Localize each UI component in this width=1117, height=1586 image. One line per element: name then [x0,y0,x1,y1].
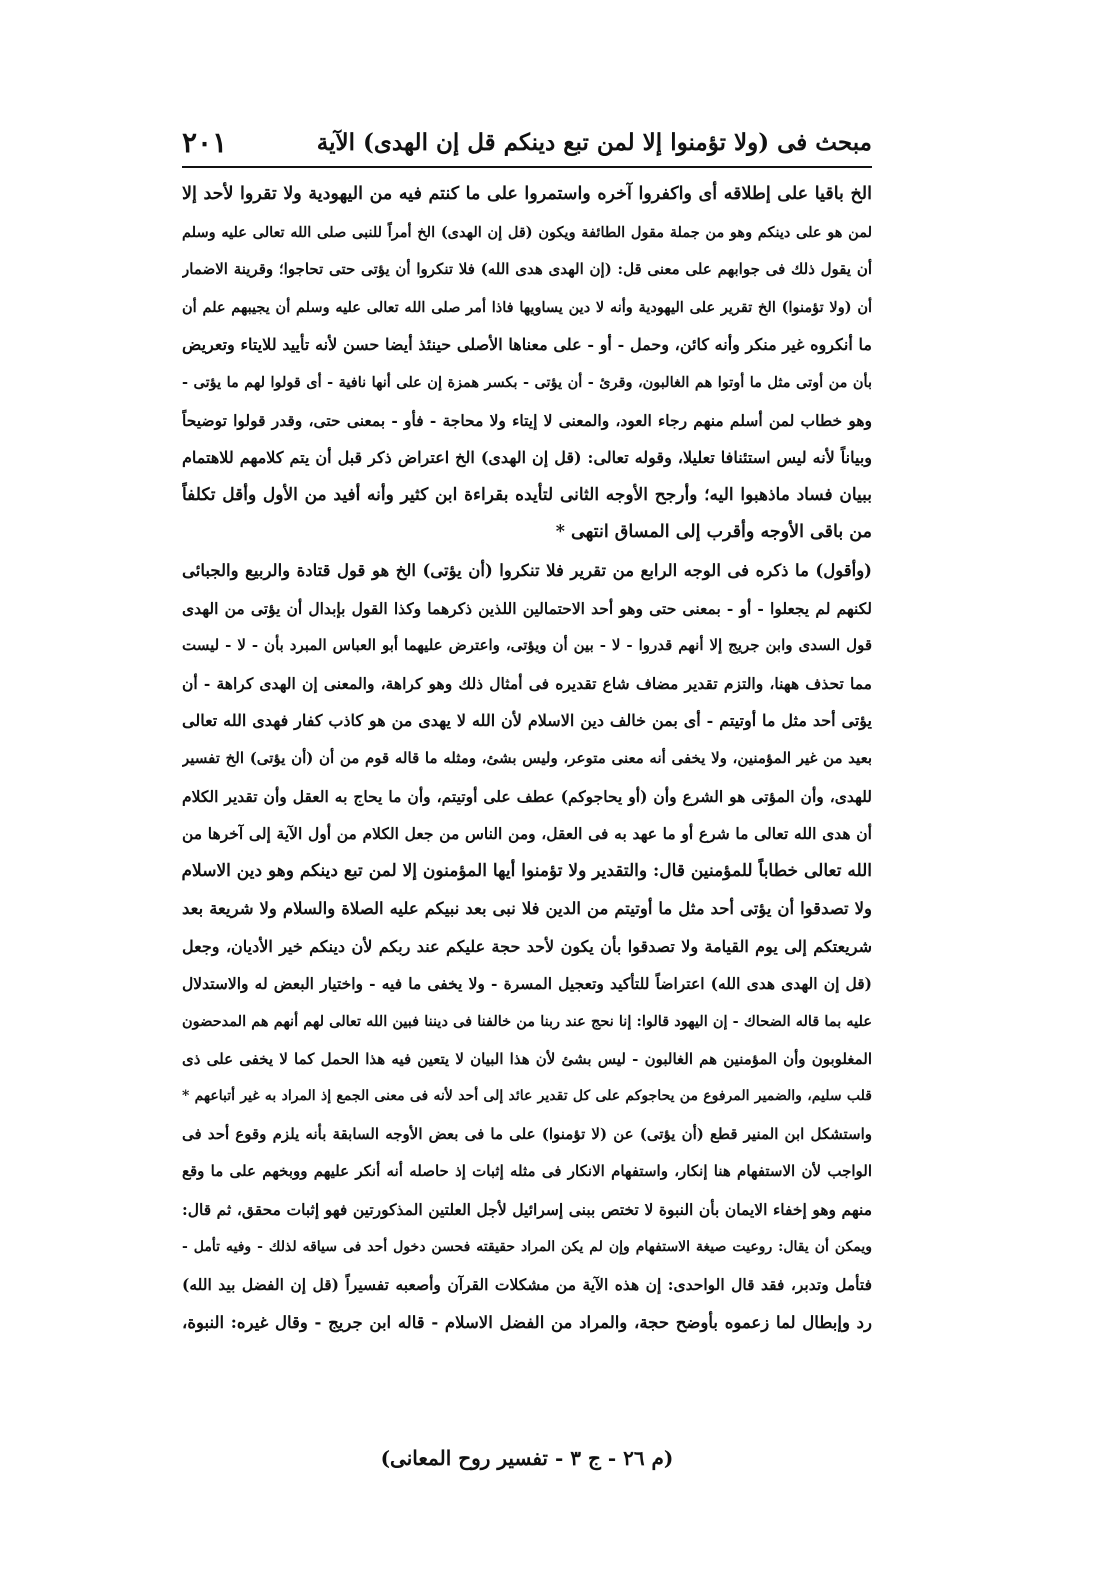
text-line: الخ باقيا على إطلاقه أى واكفروا آخره واستمروا على ما كنتم فيه من اليهودية ولا تقروا لأحد إلا [182,184,872,204]
text-line: أن يقول ذلك فى جوابهم على معنى قل: (إن الهدى هدى الله) فلا تنكروا أن يؤتى حتى تحاجوا؛ وقرينة الاضمار [182,260,872,279]
text-line: منهم وهو إخفاء الايمان بأن النبوة لا تختص ببنى إسرائيل لأجل العلتين المذكورتين فهو إثبات محقق، ثم قال: [182,1200,872,1220]
text-line: أن هدى الله تعالى ما شرع أو ما عهد به فى العقل، ومن الناس من جعل الكلام من أول الآية إلى آخرها من [182,824,872,844]
text-line: أن (ولا تؤمنوا) الخ تقرير على اليهودية وأنه لا دين يساويها فاذا أمر صلى الله تعالى عليه وسلم أن يجيبهم علم أن [182,298,872,316]
text-line: قلب سليم، والضمير المرفوع من يحاجوكم على كل تقدير عائد إلى أحد لأنه فى معنى الجمع إذ المراد به غير أتباعهم * [182,1088,872,1105]
text-line: لكنهم لم يجعلوا - أو - بمعنى حتى وهو أحد الاحتمالين اللذين ذكرهما وكذا القول بإبدال أن يؤتى من الهدى [182,598,872,618]
text-line: رد وإبطال لما زعموه بأوضح حجة، والمراد من الفضل الاسلام - قاله ابن جريج - وقال غيره: النبوة، [182,1312,872,1332]
text-line: لمن هو على دينكم وهو من جملة مقول الطائفة ويكون (قل إن الهدى) الخ أمراً للنبى صلى الله تعالى عليه وسلم [182,223,872,241]
text-line: (وأقول) ما ذكره فى الوجه الرابع من تقرير فلا تنكروا (أن يؤتى) الخ هو قول قتادة والربيع والجبائى [182,560,872,580]
text-line: الله تعالى خطاباً للمؤمنين قال: والتقدير ولا تؤمنوا أيها المؤمنون إلا لمن تبع دينكم وهو دين الاسلام [182,860,872,881]
page-number: ٢٠١ [182,125,228,159]
text-line: ما أنكروه غير منكر وأنه كائن، وحمل - أو - على معناها الأصلى حينئذ أيضا حسن لأنه تأييد للايتاء وتعريض [182,335,872,355]
text-line: مما تحذف ههنا، والتزم تقدير مضاف شاع تقديره فى أمثال ذلك وهو كراهة، والمعنى إن الهدى كراهة - أن [182,673,872,693]
text-line: واستشكل ابن المنير قطع (أن يؤتى) عن (لا تؤمنوا) على ما فى بعض الأوجه السابقة بأنه يلزم وقوع أحد فى [182,1124,872,1143]
text-line: وهو خطاب لمن أسلم منهم رجاء العود، والمعنى لا إيتاء ولا محاجة - فأو - بمعنى حتى، وقدر قولوا توضيحاً [182,410,872,430]
text-line: ولا تصدقوا أن يؤتى أحد مثل ما أوتيتم من الدين فلا نبى بعد نبيكم عليه الصلاة والسلام ولا شريعة بعد [182,899,872,919]
text-line: من باقى الأوجه وأقرب إلى المساق انتهى * [555,522,872,543]
text-line: بأن من أوتى مثل ما أوتوا هم الغالبون، وقرئ - أن يؤتى - بكسر همزة إن على أنها نافية - أى قولوا لهم ما يؤتى - [182,373,872,391]
text-line: عليه بما قاله الضحاك - إن اليهود قالوا: إنا نحج عند ربنا من خالفنا فى ديننا فبين الله تعالى لهم أنهم هم المدحضون [182,1013,872,1031]
text-line: للهدى، وأن المؤتى هو الشرع وأن (أو يحاجوكم) عطف على أوتيتم، وأن ما يحاج به العقل وأن تقدير الكلام [182,786,872,806]
text-line: وبياناً لأنه ليس استئنافا تعليلا، وقوله تعالى: (قل إن الهدى) الخ اعتراض ذكر قبل أن يتم كلامهم للاهتمام [182,448,872,468]
running-title: مبحث فى (ولا تؤمنوا إلا لمن تبع دينكم قل إن الهدى) الآية [316,128,872,156]
text-line: بعيد من غير المؤمنين، ولا يخفى أنه معنى متوعر، وليس بشئ، ومثله ما قاله قوم من أن (أن يؤتى) الخ تفسير [182,748,872,767]
text-line: فتأمل وتدبر، فقد قال الواحدى: إن هذه الآية من مشكلات القرآن وأصعبه تفسيراً (قل إن الفضل بيد الله) [182,1275,872,1295]
text-line: ببيان فساد ماذهبوا اليه؛ وأرجح الأوجه الثانى لتأيده بقراءة ابن كثير وأنه أفيد من الأول وأقل تكلفاً [182,484,872,505]
text-line: (قل إن الهدى هدى الله) اعتراضاً للتأكيد وتعجيل المسرة - ولا يخفى ما فيه - واختيار البعض له والاستدلال [182,974,872,994]
text-line: شريعتكم إلى يوم القيامة ولا تصدقوا بأن يكون لأحد حجة عليكم عند ربكم لأن دينكم خير الأديان، وجعل [182,936,872,956]
page-header [182,118,872,168]
text-line: قول السدى وابن جريج إلا أنهم قدروا - لا - بين أن ويؤتى، واعترض عليهما أبو العباس المبرد بأن - لا - ليست [182,636,872,655]
text-line: الواجب لأن الاستفهام هنا إنكار، واستفهام الانكار فى مثله إثبات إذ حاصله أنه أنكر عليهم ووبخهم على ما وقع [182,1162,872,1181]
text-line: ويمكن أن يقال: روعيت صيغة الاستفهام وإن لم يكن المراد حقيقته فحسن دخول أحد فى سياقه لذلك - وفيه تأمل - [182,1238,872,1255]
body-text [182,176,872,1341]
text-line: المغلوبون وأن المؤمنين هم الغالبون - ليس بشئ لأن هذا البيان لا يتعين فيه هذا الحمل كما لا يخفى على ذى [182,1049,872,1068]
text-line: يؤتى أحد مثل ما أوتيتم - أى بمن خالف دين الاسلام لأن الله لا يهدى من هو كاذب كفار فهدى الله تعالى [182,711,872,731]
page-footer: (م ٢٦ - ج ٣ - تفسير روح المعانى) [380,1446,674,1470]
